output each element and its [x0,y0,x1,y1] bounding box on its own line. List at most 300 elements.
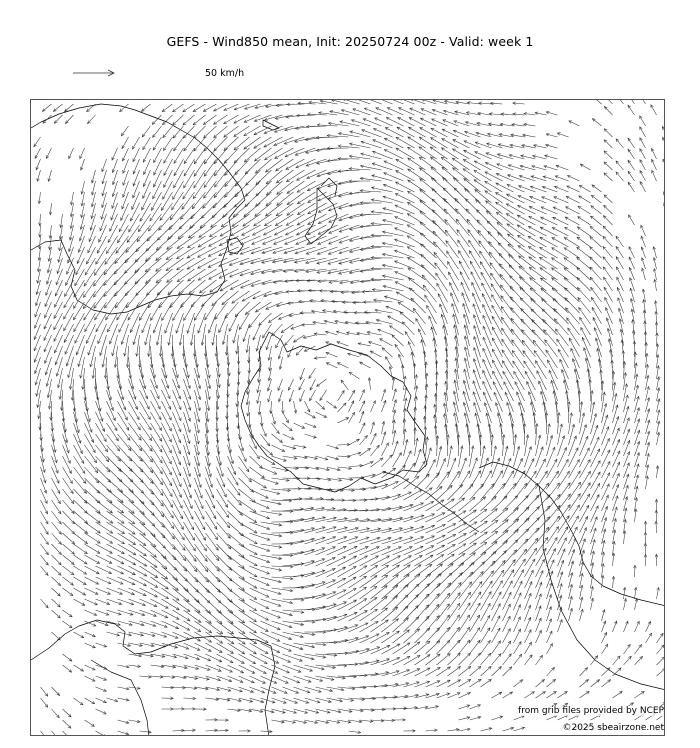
wind-arrow [462,293,469,313]
wind-arrow-head [184,161,187,164]
wind-arrow [528,236,546,247]
wind-arrow [605,100,613,104]
wind-arrow [616,172,624,181]
wind-arrow [206,467,213,487]
wind-arrow-head [524,361,527,364]
wind-arrow [501,424,503,445]
wind-arrow [371,538,392,544]
wind-arrow [338,566,357,577]
wind-arrow [287,192,304,205]
wind-arrow [63,467,73,484]
wind-arrow [206,379,210,400]
wind-arrow [604,205,613,214]
wind-arrow [224,137,239,150]
wind-arrow [132,137,139,149]
wind-arrow [107,423,119,441]
wind-arrow [503,446,508,467]
wind-arrow [568,328,580,346]
wind-arrow [349,401,354,412]
wind-arrow [151,423,162,441]
wind-arrow [261,456,275,465]
wind-arrow [567,318,580,335]
wind-arrow [361,142,381,149]
wind-arrow [493,371,503,390]
wind-arrow [536,459,546,478]
wind-arrow-head [518,235,521,238]
wind-arrow [511,329,524,346]
wind-arrow [496,202,514,214]
wind-arrow [85,588,99,594]
wind-arrow [408,147,426,159]
wind-arrow [173,390,181,410]
wind-arrow-head [579,196,582,199]
wind-arrow [184,533,196,551]
wind-arrow [393,547,413,555]
wind-arrow [470,572,484,589]
wind-arrow [157,324,162,345]
wind-arrow [162,445,172,464]
wind-arrow-head [154,575,157,578]
wind-arrow [140,390,150,409]
wind-arrow-head [616,246,619,249]
wind-arrow [184,467,191,487]
wind-arrow [349,587,367,599]
wind-arrow [261,610,281,618]
wind-arrow [183,115,195,125]
wind-arrow-head [408,191,411,194]
wind-arrow [603,247,613,259]
wind-arrow-head [253,608,256,611]
wind-arrow [463,391,469,412]
wind-arrow [118,489,134,503]
wind-arrow [382,455,393,467]
wind-arrow [483,348,492,368]
wind-arrow [327,159,348,161]
wind-arrow [591,195,601,203]
wind-arrow [474,359,481,379]
wind-arrow [640,171,646,181]
wind-arrow [294,610,315,611]
wind-arrow [431,138,448,148]
wind-arrow [217,500,229,518]
wind-arrow [118,423,131,440]
wind-arrow [382,547,402,555]
wind-arrow [444,414,447,434]
wind-arrow [577,237,591,247]
wind-arrow-head [399,453,402,456]
wind-arrow [195,401,200,422]
wind-arrow [123,148,129,161]
wind-arrow [118,555,136,565]
wind-arrow [275,148,294,158]
wind-arrow [173,401,181,421]
wind-arrow [173,533,186,550]
wind-arrow [52,588,61,596]
wind-arrow [305,582,326,588]
wind-arrow [283,423,293,431]
wind-arrow-head [411,100,414,101]
wind-arrow [496,183,514,192]
wind-arrow-head [194,185,197,188]
wind-arrow [463,159,480,170]
wind-arrow [494,392,502,412]
wind-arrow [437,564,454,578]
wind-arrow [382,538,403,544]
wind-arrow [518,205,536,214]
wind-arrow-head [95,317,98,320]
wind-arrow [580,317,591,335]
wind-arrow [254,126,272,135]
wind-arrow [118,434,132,451]
wind-arrow [272,489,291,491]
wind-arrow [382,556,401,566]
wind-arrow [489,252,502,269]
wind-arrow [261,566,282,570]
wind-arrow [662,100,666,104]
wind-arrow [434,242,448,258]
wind-arrow [96,544,113,553]
wind-arrow [514,559,526,577]
wind-arrow [338,546,358,555]
wind-arrow-head [474,170,477,173]
wind-arrow-head [138,427,141,430]
wind-arrow [129,588,147,596]
wind-arrow [191,324,194,345]
wind-arrow [194,137,206,151]
wind-arrow [529,207,546,215]
wind-arrow [616,246,624,258]
wind-arrow [65,115,73,124]
wind-arrow [107,445,121,461]
wind-arrow [338,146,359,148]
wind-arrow [328,192,348,199]
wind-arrow [378,329,393,335]
wind-arrow [149,214,162,231]
wind-arrow [232,291,250,303]
wind-arrow [162,379,170,399]
wind-arrow [383,220,404,225]
wind-arrow [393,453,402,467]
wind-arrow [184,522,195,540]
wind-arrow [382,254,403,258]
wind-arrow [556,329,569,346]
wind-arrow [193,115,205,125]
wind-arrow [448,498,465,511]
wind-arrow [154,148,162,163]
wind-arrow [173,610,191,621]
wind-arrow [184,456,191,476]
wind-arrow [501,317,513,335]
wind-arrow [540,237,558,247]
wind-arrow [437,512,456,522]
wind-arrow [547,516,560,533]
wind-arrow [431,128,448,137]
wind-arrow [52,610,61,618]
wind-arrow [305,508,325,511]
wind-arrow [265,148,283,160]
wind-arrow [200,280,217,293]
wind-arrow [310,379,315,390]
wind-arrow [547,549,556,566]
wind-arrow [41,533,49,545]
wind-arrow [274,236,294,244]
wind-arrow [112,148,118,160]
wind-arrow-head [557,339,560,342]
wind-arrow [327,557,346,566]
wind-arrow [635,565,636,577]
wind-arrow-head [254,223,257,226]
wind-arrow [571,348,580,368]
wind-arrow [63,489,74,504]
wind-arrow [64,313,74,331]
wind-arrow [582,338,590,358]
wind-arrow [96,445,109,462]
wind-arrow [338,528,359,533]
wind-arrow [458,240,470,258]
wind-arrow [404,556,423,567]
wind-arrow [529,257,547,269]
wind-arrow [129,445,143,461]
wind-arrow [534,413,536,434]
wind-arrow-head [188,245,191,248]
wind-arrow-head [564,238,567,241]
wind-arrow [306,247,326,254]
wind-arrow-head [588,471,591,474]
wind-arrow [193,104,205,112]
wind-arrow [472,282,481,302]
wind-arrow [162,456,172,475]
wind-arrow [283,412,289,423]
wind-arrow [229,258,249,265]
wind-arrow [106,357,107,378]
wind-arrow [275,214,293,226]
wind-arrow [370,351,381,357]
wind-arrow [496,403,503,423]
wind-arrow [52,577,61,586]
wind-arrow [140,368,146,389]
wind-arrow-head [422,461,425,464]
wind-arrow [151,467,163,485]
wind-arrow [251,258,272,263]
wind-arrow-head [363,576,366,579]
wind-arrow [558,349,568,368]
wind-arrow [94,291,107,308]
wind-arrow [524,361,536,379]
wind-arrow [297,225,316,235]
wind-arrow [145,258,161,272]
wind-arrow [481,272,492,291]
wind-arrow [415,488,433,500]
wind-arrow [244,148,260,162]
wind-arrow-head [408,137,411,140]
wind-arrow [140,610,157,616]
wind-arrow [464,380,470,401]
wind-arrow-head [491,284,494,287]
wind-arrow [174,170,184,188]
wind-arrow [628,105,635,115]
wind-arrow [183,181,195,199]
wind-arrow [473,381,480,401]
wind-arrow-head [187,618,190,621]
wind-arrow-head [511,570,514,573]
wind-arrow [306,258,327,263]
wind-arrow [360,247,381,250]
wind-arrow [230,269,250,277]
wind-arrow [448,523,467,533]
wind-arrow [206,500,216,519]
wind-arrow [118,533,136,545]
wind-arrow [167,269,184,282]
wind-arrow [593,100,602,104]
wind-arrow [206,555,220,571]
wind-arrow [349,528,370,533]
wind-arrow [264,225,283,235]
wind-arrow [254,137,272,148]
wind-arrow [306,159,326,166]
wind-arrow [195,423,199,444]
wind-arrow [396,171,415,181]
wind-arrow [297,115,316,116]
wind-arrow [640,127,646,137]
wind-arrow [604,140,612,148]
wind-arrow [354,100,370,104]
wind-arrow [297,181,315,192]
wind-arrow [569,482,581,500]
wind-arrow [338,418,349,423]
wind-arrow [591,391,593,412]
wind-arrow [448,435,449,456]
wind-arrow [140,599,157,607]
wind-arrow [415,514,435,522]
wind-arrow [426,513,445,522]
wind-arrow [264,137,283,147]
wind-arrow [42,104,51,111]
wind-arrow [465,336,470,357]
wind-arrow [628,171,634,181]
wind-arrow [164,170,173,187]
wind-arrow [107,555,124,564]
wind-arrow [193,181,205,199]
wind-arrow [426,473,440,489]
wind-arrow-head [255,309,258,312]
wind-arrow [360,401,365,412]
wind-arrow [151,346,152,367]
wind-arrow [272,324,283,336]
wind-arrow [206,489,215,508]
wind-arrow [162,423,172,442]
wind-arrow [309,368,316,378]
wind-arrow [350,258,371,263]
wind-arrow [328,258,349,264]
wind-arrow [287,203,305,215]
wind-arrow [448,534,467,544]
wind-arrow [514,570,524,588]
wind-arrow [503,570,514,588]
wind-arrow [338,391,345,401]
chart-title: GEFS - Wind850 mean, Init: 20250724 00z - Valid: week 1 [166,34,534,49]
wind-arrow [360,538,381,544]
wind-arrow [98,324,107,344]
wind-arrow [180,324,184,345]
wind-arrow [140,588,158,597]
wind-arrow-head [254,145,257,148]
wind-arrow [492,305,503,324]
wind-arrow [63,544,75,554]
wind-arrow [85,258,95,275]
wind-arrow-head [663,192,665,195]
wind-arrow [508,175,525,181]
wind-arrow [62,390,63,410]
wind-arrow [500,274,514,291]
wind-arrow [437,446,442,467]
wind-arrow [349,192,370,194]
wind-arrow [547,560,554,577]
wind-arrow [110,214,118,231]
wind-arrow [616,257,623,269]
wind-arrow [259,313,272,325]
wind-arrow [492,435,493,456]
wind-arrow [206,533,219,550]
wind-arrow [373,151,393,159]
wind-arrow [525,582,532,599]
wind-arrow [663,159,665,170]
wind-arrow [569,402,570,423]
wind-arrow [460,272,469,291]
wind-arrow [294,518,315,522]
wind-arrow [63,555,75,565]
wind-arrow [492,541,508,555]
wind-arrow [459,533,477,544]
wind-arrow [426,500,444,511]
wind-arrow [604,151,613,159]
wind-arrow [525,371,535,390]
wind-arrow [305,570,325,577]
wind-arrow [220,280,238,291]
wind-arrow-head [628,160,631,163]
wind-arrow [371,445,380,456]
wind-arrow [41,555,49,565]
wind-arrow [64,302,74,319]
wind-arrow [469,251,480,269]
wind-arrow [540,257,558,269]
wind-arrow [85,577,99,584]
wind-arrow [107,522,125,534]
wind-arrow [153,181,162,199]
wind-arrow [349,439,360,445]
wind-arrow [227,335,228,355]
wind-arrow [195,511,205,530]
wind-arrow [299,379,305,390]
wind-arrow [533,340,546,357]
wind-arrow [579,196,591,203]
wind-arrow-head [502,350,505,353]
wind-arrow-head [374,566,377,569]
wind-arrow [651,105,657,115]
wind-arrow-head [253,520,256,523]
wind-arrow [451,293,459,313]
wind-arrow [404,503,424,511]
wind-arrow [316,537,336,544]
wind-arrow [474,315,481,335]
wind-arrow [470,446,474,467]
wind-arrow [421,340,425,357]
wind-arrow [404,451,412,467]
wind-arrow [316,558,336,567]
wind-arrow [569,516,579,533]
wind-arrow [470,484,484,500]
wind-arrow-head [183,109,186,112]
wind-arrow [287,181,305,193]
